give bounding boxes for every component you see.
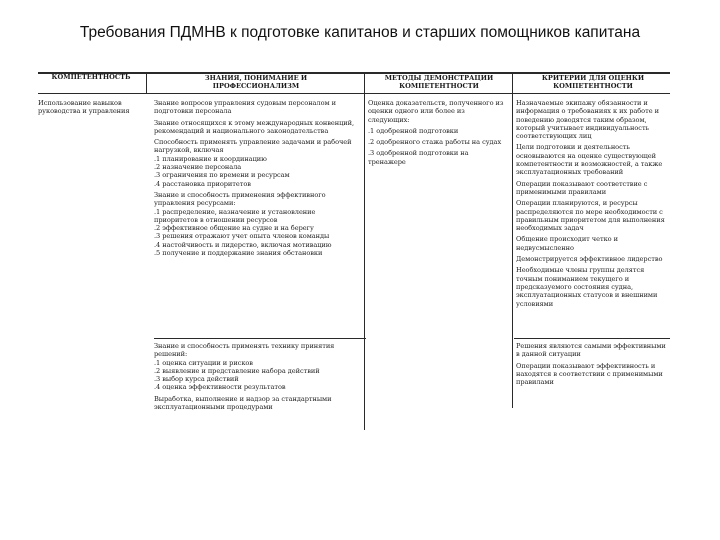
header-criteria: КРИТЕРИИ ДЛЯ ОЦЕНКИ КОМПЕТЕНТНОСТИ bbox=[541, 74, 645, 90]
methods-item: .2 одобренного стажа работы на судах bbox=[368, 138, 502, 147]
lower-divider-knowledge bbox=[364, 338, 365, 430]
knowledge-item: .4 настойчивость и лидерство, включая мотивацию bbox=[154, 240, 332, 249]
knowledge-item: Знание и способность применять технику принятия решений: bbox=[154, 342, 335, 359]
criteria-item: Операции показывают соответствие с применимыми правилами bbox=[516, 179, 648, 196]
knowledge-block-1 bbox=[154, 99, 360, 257]
knowledge-item: .4 оценка эффективности результатов bbox=[154, 383, 286, 392]
criteria-item: Операции показывают эффективность и находятся в соответствии с применимыми правилами bbox=[516, 361, 663, 387]
header-bottom-rule bbox=[38, 93, 670, 94]
criteria-item: Решения являются самыми эффективными в данной ситуации bbox=[516, 342, 666, 359]
page-title: Требования ПДМНВ к подготовке капитанов и старших помощников капитана bbox=[79, 24, 641, 41]
methods-item: .3 одобренной подготовки на тренажере bbox=[368, 149, 469, 166]
knowledge-item: .3 выбор курса действий bbox=[154, 375, 239, 384]
knowledge-item: .2 выявление и представление набора действий bbox=[154, 366, 320, 375]
methods-item: Оценка доказательств, полученного из оценки одного или более из следующих: bbox=[368, 99, 504, 124]
knowledge-item: .5 получение и поддержание знания обстановки bbox=[154, 249, 323, 258]
knowledge-item: .2 назначение персонала bbox=[154, 163, 242, 172]
knowledge-item: .3 решения отражают учет опыта членов команды bbox=[154, 232, 330, 241]
knowledge-item: Знание и способность применения эффективного управления ресурсами: bbox=[154, 190, 326, 208]
competence-cell bbox=[38, 99, 148, 116]
knowledge-block-2 bbox=[154, 342, 360, 414]
knowledge-item: Способность применять управление задачами и рабочей нагрузкой, включая bbox=[154, 138, 352, 155]
column-divider-3 bbox=[512, 72, 513, 338]
criteria-item: Общение происходит четко и недвусмысленно bbox=[516, 235, 618, 252]
scanned-table bbox=[38, 66, 670, 440]
criteria-item: Операции планируются, и ресурсы распределяются по мере необходимости с правильным приоритетом для выполнения необходимых задач bbox=[516, 199, 665, 233]
criteria-item: Цели подготовки и деятельность основываются на оценке существующей компетентности и возможностей, а также эксплуатационных требований bbox=[516, 143, 663, 177]
column-divider-1 bbox=[146, 72, 147, 94]
knowledge-item: .1 планирование и координацию bbox=[154, 154, 267, 163]
knowledge-item: .2 эффективное общение на судне и на берегу bbox=[154, 224, 314, 233]
header-knowledge: ЗНАНИЯ, ПОНИМАНИЕ И ПРОФЕССИОНАЛИЗМ bbox=[204, 74, 308, 90]
criteria-block-1 bbox=[516, 99, 668, 311]
competence-text: Использование навыков руководства и управления bbox=[38, 99, 130, 116]
knowledge-item: Знание относящихся к этому международных конвенций, рекомендаций и национального законодательства bbox=[154, 118, 355, 135]
knowledge-item: Выработка, выполнение и надзор за стандартными эксплуатационными процедурами bbox=[154, 394, 332, 412]
lower-divider-criteria bbox=[512, 338, 513, 408]
header-competence: КОМПЕТЕНТНОСТЬ bbox=[51, 73, 131, 81]
knowledge-item: .1 оценка ситуации и рисков bbox=[154, 358, 253, 367]
criteria-item: Назначаемые экипажу обязанности и информация о требованиях к их работе и поведению доводятся таким образом, который учитывает индивидуальность соответствующих лиц bbox=[516, 99, 659, 141]
header-methods: МЕТОДЫ ДЕМОНСТРАЦИИ КОМПЕТЕНТНОСТИ bbox=[384, 74, 494, 90]
knowledge-item: .3 ограничения по времени и ресурсам bbox=[154, 171, 290, 180]
methods-cell bbox=[368, 99, 508, 169]
knowledge-item: .1 распределение, назначение и установление приоритетов в отношении ресурсов bbox=[154, 207, 316, 224]
column-divider-2 bbox=[364, 72, 365, 338]
criteria-item: Необходимые члены группы делятся точным пониманием текущего и предсказуемого состояния судна, эксплуатационных статусов и внешними условиями bbox=[516, 266, 658, 308]
knowledge-item: .4 расстановка приоритетов bbox=[154, 179, 251, 188]
knowledge-item: Знание вопросов управления судовым персоналом и подготовки персонала bbox=[154, 99, 336, 116]
knowledge-section-rule bbox=[154, 338, 366, 339]
methods-item: .1 одобренной подготовки bbox=[368, 126, 459, 135]
criteria-item: Демонстрируется эффективное лидерство bbox=[516, 255, 663, 264]
criteria-section-rule bbox=[514, 338, 670, 339]
criteria-block-2 bbox=[516, 342, 668, 389]
